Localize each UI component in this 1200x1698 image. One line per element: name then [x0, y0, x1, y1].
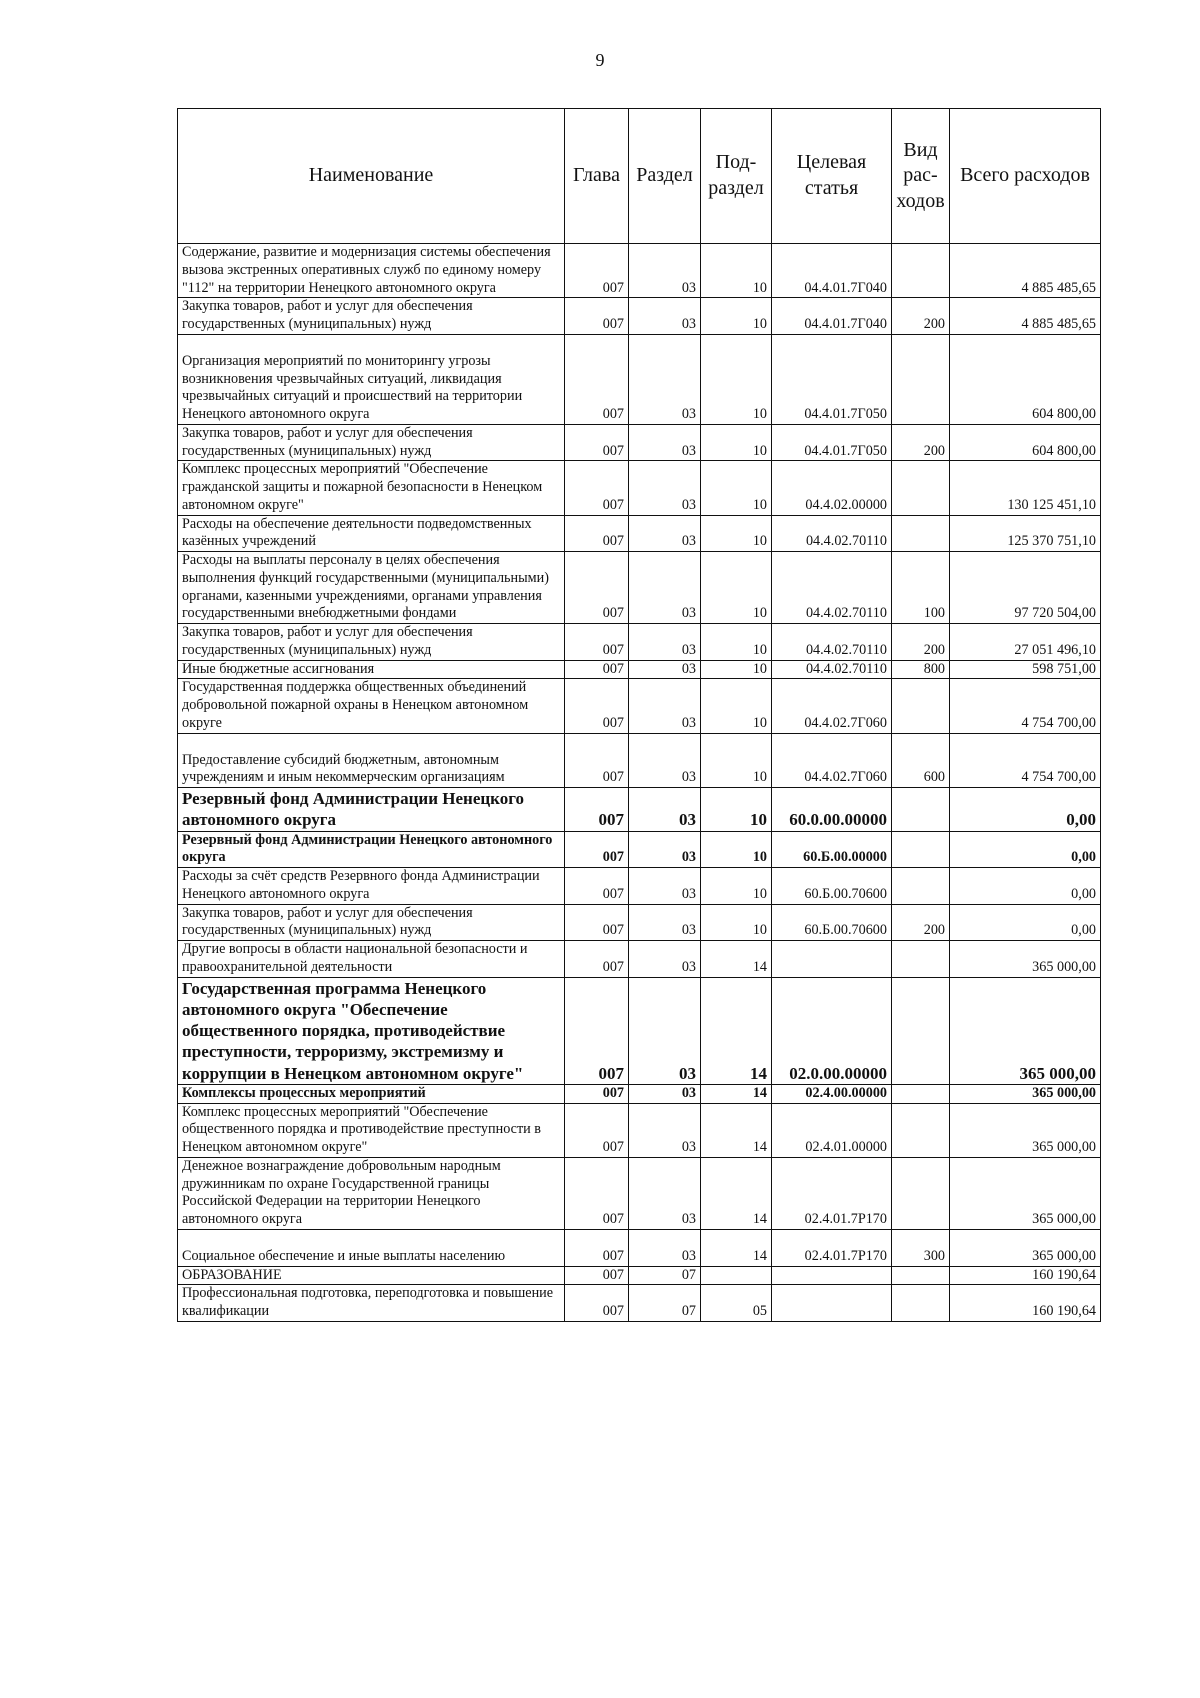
cell-total: 4 885 485,65: [950, 244, 1101, 298]
table-row: [178, 244, 1101, 298]
table-row: [178, 660, 1101, 679]
table-row: [178, 624, 1101, 661]
cell-total: 0,00: [950, 788, 1101, 832]
table-row: [178, 788, 1101, 832]
cell-razdel: 03: [629, 679, 701, 733]
cell-target: 04.4.02.7Г060: [772, 679, 892, 733]
table-row: [178, 1157, 1101, 1229]
cell-name: Социальное обеспечение и иные выплаты населению: [178, 1229, 565, 1266]
cell-name: Денежное вознаграждение добровольным народным дружинникам по охране Государственной границы Российской Федерации на территории Ненецкого автономного округа: [178, 1157, 565, 1229]
table-row: [178, 1266, 1101, 1285]
budget-table: [177, 108, 1101, 1322]
cell-total: 598 751,00: [950, 660, 1101, 679]
cell-razdel: 03: [629, 244, 701, 298]
cell-glava: 007: [565, 624, 629, 661]
cell-name: Резервный фонд Администрации Ненецкого автономного округа: [178, 831, 565, 868]
cell-vid: [892, 941, 950, 978]
cell-total: 365 000,00: [950, 1084, 1101, 1103]
table-row: [178, 515, 1101, 552]
cell-glava: 007: [565, 298, 629, 335]
cell-vid: [892, 515, 950, 552]
cell-razdel: 03: [629, 1157, 701, 1229]
header-name: Наименование: [178, 109, 565, 244]
cell-vid: [892, 1084, 950, 1103]
header-razdel: Раздел: [629, 109, 701, 244]
cell-total: 27 051 496,10: [950, 624, 1101, 661]
table-row: [178, 1229, 1101, 1266]
cell-total: 365 000,00: [950, 941, 1101, 978]
cell-vid: [892, 1103, 950, 1157]
cell-podrazdel: 10: [701, 831, 772, 868]
table-row: [178, 977, 1101, 1084]
cell-target: 02.4.01.00000: [772, 1103, 892, 1157]
cell-razdel: 07: [629, 1285, 701, 1322]
cell-razdel: 03: [629, 298, 701, 335]
cell-glava: 007: [565, 679, 629, 733]
cell-glava: 007: [565, 515, 629, 552]
cell-razdel: 03: [629, 788, 701, 832]
cell-name: Расходы на обеспечение деятельности подведомственных казённых учреждений: [178, 515, 565, 552]
cell-vid: 200: [892, 298, 950, 335]
cell-target: 02.4.01.7Р170: [772, 1157, 892, 1229]
cell-glava: 007: [565, 831, 629, 868]
cell-razdel: 03: [629, 334, 701, 424]
cell-podrazdel: 14: [701, 1229, 772, 1266]
cell-podrazdel: 14: [701, 1084, 772, 1103]
cell-vid: [892, 831, 950, 868]
cell-target: 04.4.01.7Г050: [772, 334, 892, 424]
cell-glava: 007: [565, 1084, 629, 1103]
cell-glava: 007: [565, 244, 629, 298]
cell-vid: 800: [892, 660, 950, 679]
cell-glava: 007: [565, 868, 629, 905]
header-vid: Вид рас- ходов: [892, 109, 950, 244]
table-row: [178, 552, 1101, 624]
cell-target: 04.4.02.7Г060: [772, 733, 892, 788]
table-row: [178, 334, 1101, 424]
table-row: [178, 1084, 1101, 1103]
cell-vid: [892, 1285, 950, 1322]
cell-podrazdel: 10: [701, 334, 772, 424]
cell-name: Закупка товаров, работ и услуг для обеспечения государственных (муниципальных) нужд: [178, 424, 565, 461]
cell-target: 04.4.02.00000: [772, 461, 892, 515]
cell-target: 04.4.01.7Г040: [772, 244, 892, 298]
cell-razdel: 03: [629, 941, 701, 978]
cell-name: Расходы на выплаты персоналу в целях обеспечения выполнения функций государственными (муниципальными) органами, казенными учреждениями, органами управления государственными внебюджетными фондами: [178, 552, 565, 624]
table-row: [178, 868, 1101, 905]
cell-name: Комплексы процессных мероприятий: [178, 1084, 565, 1103]
cell-total: 604 800,00: [950, 334, 1101, 424]
cell-glava: 007: [565, 1157, 629, 1229]
cell-podrazdel: 10: [701, 679, 772, 733]
cell-name: Закупка товаров, работ и услуг для обеспечения государственных (муниципальных) нужд: [178, 904, 565, 941]
cell-name: Резервный фонд Администрации Ненецкого автономного округа: [178, 788, 565, 832]
cell-razdel: 03: [629, 424, 701, 461]
header-total: Всего расходов: [950, 109, 1101, 244]
cell-razdel: 03: [629, 1084, 701, 1103]
cell-total: 0,00: [950, 868, 1101, 905]
cell-razdel: 03: [629, 1229, 701, 1266]
table-row: [178, 941, 1101, 978]
header-row: [178, 109, 1101, 244]
cell-name: Другие вопросы в области национальной безопасности и правоохранительной деятельности: [178, 941, 565, 978]
cell-podrazdel: 10: [701, 660, 772, 679]
cell-podrazdel: 10: [701, 244, 772, 298]
cell-target: [772, 1266, 892, 1285]
table-body: [178, 244, 1101, 1322]
cell-podrazdel: 10: [701, 461, 772, 515]
cell-target: 04.4.01.7Г040: [772, 298, 892, 335]
cell-podrazdel: 14: [701, 977, 772, 1084]
cell-total: 4 754 700,00: [950, 733, 1101, 788]
cell-target: 60.0.00.00000: [772, 788, 892, 832]
cell-glava: 007: [565, 1229, 629, 1266]
cell-total: 160 190,64: [950, 1285, 1101, 1322]
table-row: [178, 424, 1101, 461]
cell-name: Закупка товаров, работ и услуг для обеспечения государственных (муниципальных) нужд: [178, 624, 565, 661]
cell-total: 160 190,64: [950, 1266, 1101, 1285]
cell-glava: 007: [565, 1266, 629, 1285]
cell-glava: 007: [565, 424, 629, 461]
cell-total: 365 000,00: [950, 977, 1101, 1084]
cell-podrazdel: [701, 1266, 772, 1285]
cell-name: Содержание, развитие и модернизация системы обеспечения вызова экстренных оперативных служб по единому номеру "112" на территории Ненецкого автономного округа: [178, 244, 565, 298]
cell-total: 365 000,00: [950, 1157, 1101, 1229]
cell-total: 125 370 751,10: [950, 515, 1101, 552]
cell-podrazdel: 14: [701, 1157, 772, 1229]
cell-podrazdel: 14: [701, 1103, 772, 1157]
header-glava: Глава: [565, 109, 629, 244]
cell-glava: 007: [565, 733, 629, 788]
cell-razdel: 03: [629, 552, 701, 624]
cell-podrazdel: 10: [701, 904, 772, 941]
cell-vid: 100: [892, 552, 950, 624]
cell-total: 97 720 504,00: [950, 552, 1101, 624]
cell-podrazdel: 05: [701, 1285, 772, 1322]
cell-glava: 007: [565, 1285, 629, 1322]
table-row: [178, 733, 1101, 788]
cell-target: 60.Б.00.70600: [772, 904, 892, 941]
cell-vid: [892, 1266, 950, 1285]
cell-razdel: 03: [629, 733, 701, 788]
cell-vid: [892, 679, 950, 733]
table-row: [178, 831, 1101, 868]
cell-total: 4 885 485,65: [950, 298, 1101, 335]
cell-vid: [892, 244, 950, 298]
page-number: 9: [595, 50, 605, 70]
header-podrazdel: Под- раздел: [701, 109, 772, 244]
table-row: [178, 904, 1101, 941]
cell-razdel: 03: [629, 1103, 701, 1157]
cell-podrazdel: 10: [701, 624, 772, 661]
cell-glava: 007: [565, 461, 629, 515]
table-row: [178, 298, 1101, 335]
cell-target: [772, 941, 892, 978]
cell-razdel: 03: [629, 624, 701, 661]
cell-glava: 007: [565, 1103, 629, 1157]
cell-total: 4 754 700,00: [950, 679, 1101, 733]
cell-name: Государственная программа Ненецкого автономного округа "Обеспечение общественного порядка, противодействие преступности, терроризму, экстремизму и коррупции в Ненецком автономном округе": [178, 977, 565, 1084]
cell-target: 04.4.02.70110: [772, 515, 892, 552]
cell-total: 365 000,00: [950, 1229, 1101, 1266]
cell-podrazdel: 10: [701, 788, 772, 832]
cell-name: ОБРАЗОВАНИЕ: [178, 1266, 565, 1285]
cell-razdel: 03: [629, 868, 701, 905]
cell-glava: 007: [565, 941, 629, 978]
cell-target: 04.4.02.70110: [772, 552, 892, 624]
cell-name: Иные бюджетные ассигнования: [178, 660, 565, 679]
cell-target: 04.4.02.70110: [772, 660, 892, 679]
cell-name: Комплекс процессных мероприятий "Обеспечение гражданской защиты и пожарной безопасности в Ненецком автономном округе": [178, 461, 565, 515]
cell-vid: 600: [892, 733, 950, 788]
cell-name: Комплекс процессных мероприятий "Обеспечение общественного порядка и противодействие преступности в Ненецком автономном округе": [178, 1103, 565, 1157]
cell-podrazdel: 14: [701, 941, 772, 978]
cell-podrazdel: 10: [701, 298, 772, 335]
header-target: Целевая статья: [772, 109, 892, 244]
cell-target: 60.Б.00.00000: [772, 831, 892, 868]
cell-razdel: 03: [629, 660, 701, 679]
cell-target: 04.4.02.70110: [772, 624, 892, 661]
cell-vid: [892, 334, 950, 424]
table-row: [178, 461, 1101, 515]
cell-name: Расходы за счёт средств Резервного фонда Администрации Ненецкого автономного округа: [178, 868, 565, 905]
cell-target: 04.4.01.7Г050: [772, 424, 892, 461]
cell-target: 02.4.01.7Р170: [772, 1229, 892, 1266]
cell-name: Организация мероприятий по мониторингу угрозы возникновения чрезвычайных ситуаций, ликвидация чрезвычайных ситуаций и происшествий на территории Ненецкого автономного округа: [178, 334, 565, 424]
cell-name: Закупка товаров, работ и услуг для обеспечения государственных (муниципальных) нужд: [178, 298, 565, 335]
cell-glava: 007: [565, 552, 629, 624]
cell-name: Государственная поддержка общественных объединений добровольной пожарной охраны в Ненецком автономном округе: [178, 679, 565, 733]
cell-total: 604 800,00: [950, 424, 1101, 461]
cell-razdel: 07: [629, 1266, 701, 1285]
cell-vid: 200: [892, 904, 950, 941]
cell-podrazdel: 10: [701, 868, 772, 905]
cell-name: Профессиональная подготовка, переподготовка и повышение квалификации: [178, 1285, 565, 1322]
cell-total: 0,00: [950, 831, 1101, 868]
cell-vid: [892, 461, 950, 515]
cell-target: 60.Б.00.70600: [772, 868, 892, 905]
cell-vid: [892, 788, 950, 832]
cell-total: 130 125 451,10: [950, 461, 1101, 515]
cell-vid: 200: [892, 624, 950, 661]
cell-razdel: 03: [629, 461, 701, 515]
table-row: [178, 1285, 1101, 1322]
cell-total: 365 000,00: [950, 1103, 1101, 1157]
cell-razdel: 03: [629, 904, 701, 941]
cell-glava: 007: [565, 660, 629, 679]
table-row: [178, 1103, 1101, 1157]
cell-vid: [892, 868, 950, 905]
table-row: [178, 679, 1101, 733]
cell-razdel: 03: [629, 977, 701, 1084]
cell-podrazdel: 10: [701, 733, 772, 788]
cell-vid: 300: [892, 1229, 950, 1266]
cell-razdel: 03: [629, 831, 701, 868]
cell-podrazdel: 10: [701, 515, 772, 552]
cell-total: 0,00: [950, 904, 1101, 941]
cell-vid: [892, 977, 950, 1084]
cell-name: Предоставление субсидий бюджетным, автономным учреждениям и иным некоммерческим организациям: [178, 733, 565, 788]
cell-vid: 200: [892, 424, 950, 461]
cell-target: 02.4.00.00000: [772, 1084, 892, 1103]
cell-podrazdel: 10: [701, 552, 772, 624]
cell-target: 02.0.00.00000: [772, 977, 892, 1084]
cell-target: [772, 1285, 892, 1322]
cell-glava: 007: [565, 788, 629, 832]
cell-glava: 007: [565, 977, 629, 1084]
cell-vid: [892, 1157, 950, 1229]
cell-razdel: 03: [629, 515, 701, 552]
cell-glava: 007: [565, 334, 629, 424]
cell-podrazdel: 10: [701, 424, 772, 461]
cell-glava: 007: [565, 904, 629, 941]
